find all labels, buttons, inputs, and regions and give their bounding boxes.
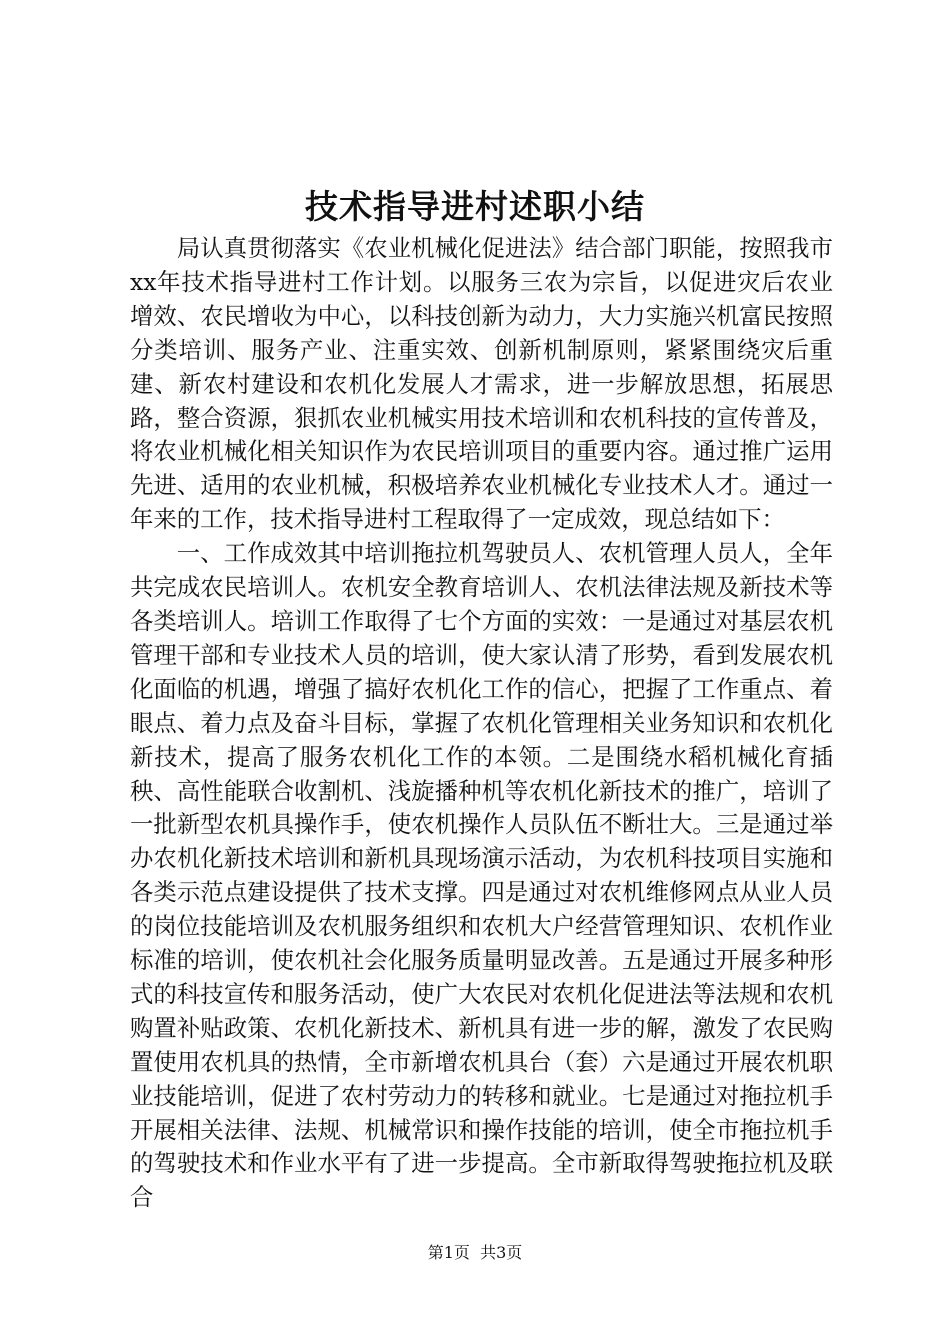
page-footer	[0, 1242, 950, 1264]
document-title: 技术指导进村述职小结	[305, 187, 645, 226]
page-number: 第1页 共3页	[427, 1243, 523, 1262]
document-body	[130, 232, 833, 1215]
paragraph-intro: 局认真贯彻落实《农业机械化促进法》结合部门职能，按照我市xx年技术指导进村工作计划。以服务三农为宗旨，以促进灾后农业增效、农民增收为中心，以科技创新为动力，大力实施兴机富民按照分类培训、服务产业、注重实效、创新机制原则，紧紧围绕灾后重建、新农村建设和农机化发展人才需求，进一步解放思想，拓展思路，整合资源，狠抓农业机械实用技术培训和农机科技的宣传普及，将农业机械化相关知识作为农民培训项目的重要内容。通过推广运用先进、适用的农业机械，积极培养农业机械化专业技术人才。通过一年来的工作，技术指导进村工程取得了一定成效，现总结如下：	[130, 234, 833, 534]
paragraph-work-results: 一、工作成效其中培训拖拉机驾驶员人、农机管理人员人，全年共完成农民培训人。农机安全教育培训人、农机法律法规及新技术等各类培训人。培训工作取得了七个方面的实效：一是通过对基层农机管理干部和专业技术人员的培训，使大家认清了形势，看到发展农机化面临的机遇，增强了搞好农机化工作的信心，把握了工作重点、着眼点、着力点及奋斗目标，掌握了农机化管理相关业务知识和农机化新技术，提高了服务农机化工作的本领。二是围绕水稻机械化育插秧、高性能联合收割机、浅旋播种机等农机化新技术的推广，培训了一批新型农机具操作手，使农机操作人员队伍不断壮大。三是通过举办农机化新技术培训和新机具现场演示活动，为农机科技项目实施和各类示范点建设提供了技术支撑。四是通过对农机维修网点从业人员的岗位技能培训及农机服务组织和农机大户经营管理知识、农机作业标准的培训，使农机社会化服务质量明显改善。五是通过开展多种形式的科技宣传和服务活动，使广大农民对农机化促进法等法规和农机购置补贴政策、农机化新技术、新机具有进一步的解，激发了农民购置使用农机具的热情，全市新增农机具台（套）六是通过开展农机职业技能培训，促进了农村劳动力的转移和就业。七是通过对拖拉机手开展相关法律、法规、机械常识和操作技能的培训，使全市拖拉机手的驾驶技术和作业水平有了进一步提高。全市新取得驾驶拖拉机及联合	[130, 539, 833, 1212]
